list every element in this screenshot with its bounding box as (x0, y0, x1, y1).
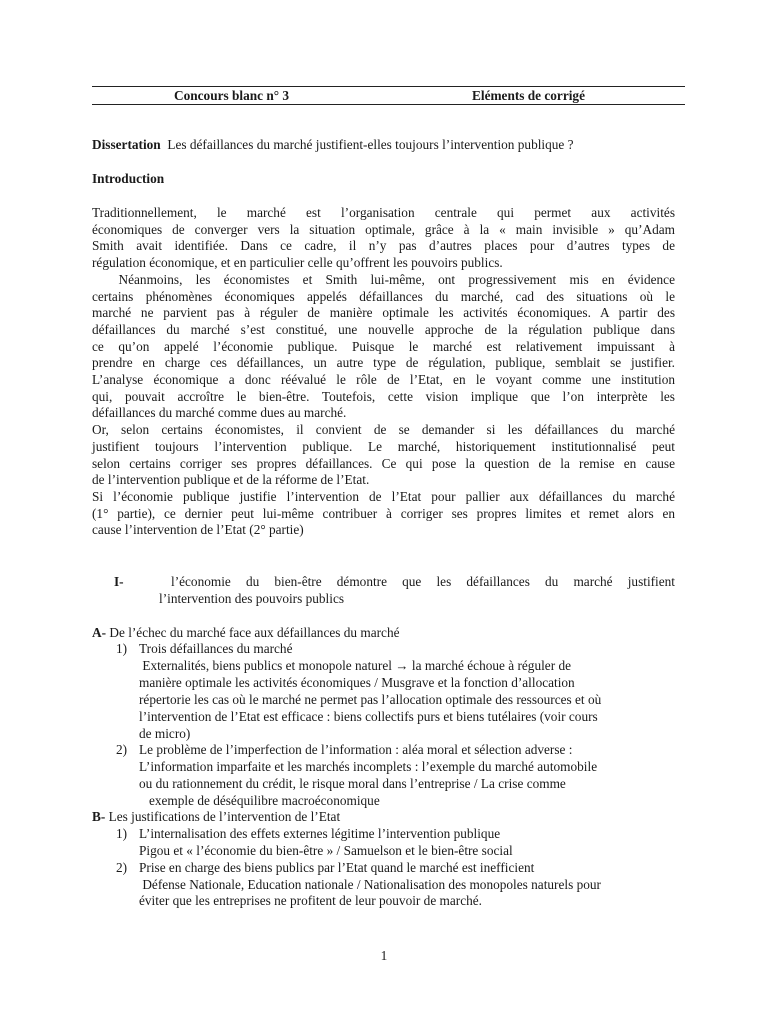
part1-title-line1: l’économie du bien-être démontre que les défaillances du marché justifient (171, 574, 675, 589)
intro-line: de l’intervention publique et de la réforme de l’Etat. (92, 472, 370, 488)
intro-line: défaillances du marché comme dues au marché. (92, 405, 347, 421)
list-item-title: Trois défaillances du marché (139, 641, 293, 656)
list-number: 1) (116, 826, 128, 841)
header-bottom-rule (92, 104, 685, 105)
intro-line: justifient toujours l’intervention publique. Le marché, historiquement institutionnalisé peut (92, 438, 675, 454)
intro-line: Si l’économie publique justifie l’intervention de l’Etat pour pallier aux défaillances du marché (92, 488, 675, 504)
dissertation-line (92, 137, 675, 154)
arrow-right-icon: → (395, 658, 409, 673)
list-item-lead: Externalités, biens publics et monopole naturel → la marché échoue à réguler de (139, 658, 571, 673)
intro-line: (1° partie), ce dernier peut lui-même contribuer à corriger ses propres limites et remet alors en (92, 505, 675, 521)
list-item-line: ou du rationnement du crédit, le risque moral dans l’entreprise / La crise comme (139, 776, 566, 791)
list-item-line: répertorie les cas où le marché ne permet pas l’allocation optimale des ressources et où (139, 692, 602, 707)
section-b-heading (92, 809, 340, 826)
list-item-line: L’internalisation des effets externes légitime l’intervention publique (139, 826, 501, 841)
list-number: 2) (116, 742, 128, 757)
section-a-title: De l’échec du marché face aux défaillances du marché (109, 625, 400, 640)
header-right-title: Eléments de corrigé (472, 88, 585, 103)
intro-line: défaillances du marché s’est constitué, une nouvelle approche de la régulation publique dans (92, 321, 675, 337)
intro-line: Néanmoins, les économistes et Smith lui-même, ont progressivement mis en évidence (92, 271, 675, 287)
intro-line: Smith avait identifiée. Dans ce cadre, il n’y pas d’autres places pour d’autres types de (92, 238, 675, 254)
intro-line: certains phénomènes économiques appelés défaillances du marché, cad des situations où le (92, 288, 675, 304)
header-left-title: Concours blanc n° 3 (174, 88, 290, 103)
header-top-rule (92, 86, 685, 87)
list-item-line: exemple de déséquilibre macroéconomique (139, 793, 380, 808)
intro-line: marché ne parvient pas à réguler de manière optimale les activités économiques. A partir des (92, 305, 675, 321)
introduction-title: Introduction (92, 171, 165, 186)
dissertation-label: Dissertation (92, 137, 161, 152)
intro-line: selon certains corriger ses propres défaillances. Ce qui pose la question de la remise en cause (92, 455, 675, 471)
dissertation-question: Les défaillances du marché justifient-elles toujours l’intervention publique ? (167, 137, 574, 152)
intro-line: économiques de converger vers la situation optimale, grâce à la « main invisible » qu’Adam (92, 221, 675, 237)
intro-line: prendre en charge ces défaillances, un autre type de régulation, publique, semblait se justifier. (92, 355, 675, 371)
list-number: 1) (116, 641, 128, 656)
intro-line: régulation économique, et en particulier celle qu’offrent les pouvoirs publics. (92, 255, 503, 271)
list-item-line: Le problème de l’imperfection de l’information : aléa moral et sélection adverse : (139, 742, 573, 757)
list-item-line: de micro) (139, 726, 191, 741)
list-item-line: Défense Nationale, Education nationale / Nationalisation des monopoles naturels pour (139, 877, 601, 892)
introduction-body (92, 205, 675, 539)
list-item-line: L’information imparfaite et les marchés incomplets : l’exemple du marché automobile (139, 759, 598, 774)
section-a-heading (92, 625, 400, 642)
intro-line: ce qu’on appelé l’économie publique. Puisque le marché est relativement impuissant à (92, 338, 675, 354)
list-item-line: Prise en charge des biens publics par l’Etat quand le marché est inefficient (139, 860, 535, 875)
intro-line: Or, selon certains économistes, il convient de se demander si les défaillances du marché (92, 422, 675, 438)
list-item-line: manière optimale les activités économiques / Musgrave et la fonction d’allocation (139, 675, 575, 690)
section-a-label: A- (92, 625, 107, 640)
part1-number: I- (114, 574, 124, 589)
intro-line: qui, pouvait accroître le bien-être. Toutefois, cette vision implique que l’on interprète les (92, 388, 675, 404)
page-number: 1 (380, 948, 388, 963)
intro-line: L’analyse économique a donc réévalué le rôle de l’Etat, en le voyant comme une institution (92, 372, 675, 388)
list-number: 2) (116, 860, 128, 875)
list-item-line: l’intervention de l’Etat est efficace : biens collectifs purs et biens tutélaires (voir cours (139, 709, 598, 724)
list-item-line: Pigou et « l’économie du bien-être » / Samuelson et le bien-être social (139, 843, 513, 858)
part1-title-line2: l’intervention des pouvoirs publics (159, 591, 345, 606)
intro-line: cause l’intervention de l’Etat (2° partie) (92, 522, 304, 538)
list-item-line: éviter que les entreprises ne profitent de leur pouvoir de marché. (139, 893, 482, 908)
section-b-label: B- (92, 809, 106, 824)
section-b-title: Les justifications de l’intervention de l’Etat (108, 809, 341, 824)
intro-line: Traditionnellement, le marché est l’organisation centrale qui permet aux activités (92, 205, 675, 220)
